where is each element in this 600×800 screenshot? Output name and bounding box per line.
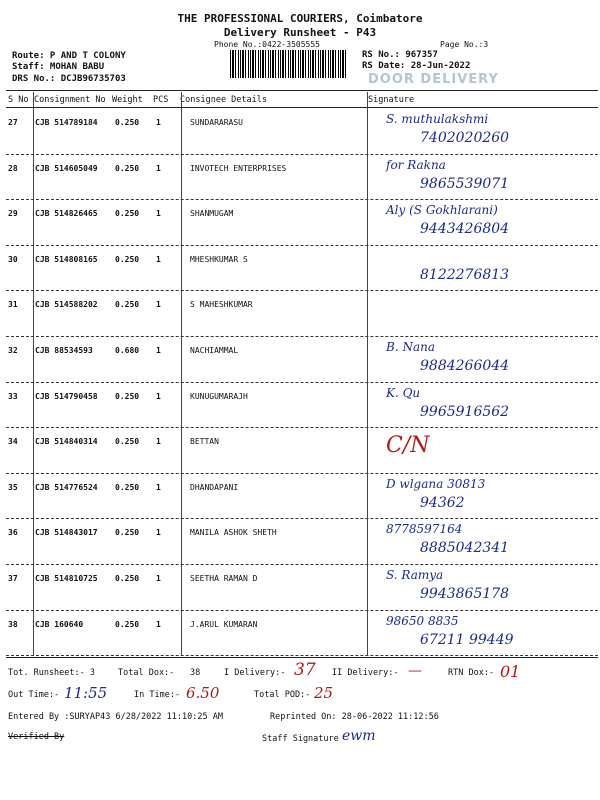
row-signature-text: for Rakna xyxy=(386,157,446,172)
col-sno: S No xyxy=(8,95,29,105)
row-signature-phone: 94362 xyxy=(420,494,465,511)
total-dox-value: 38 xyxy=(190,668,201,678)
staff: Staff: MOHAN BABU xyxy=(12,62,105,72)
row-weight: 0.250 xyxy=(115,163,140,173)
row-pcs: 1 xyxy=(156,391,161,401)
out-time-value: 11:55 xyxy=(64,684,108,702)
row-consignment-no: CJB 514810725 xyxy=(35,574,98,583)
row-divider xyxy=(6,427,598,428)
total-pod-label: Total POD:- xyxy=(254,690,311,700)
row-sno: 31 xyxy=(8,300,18,310)
row-sno: 29 xyxy=(8,209,18,219)
header-rule-bottom xyxy=(6,107,598,108)
rtn-dox-value: 01 xyxy=(500,662,521,681)
row-weight: 0.250 xyxy=(115,118,140,127)
row-weight: 0.250 xyxy=(115,254,140,264)
col-signature: Signature xyxy=(368,95,415,105)
ii-delivery-label: II Delivery:- xyxy=(332,668,399,678)
row-signature-text: C/N xyxy=(386,433,430,459)
row-consignment-no: CJB 514790458 xyxy=(35,391,98,401)
col-consignment: Consignment No xyxy=(34,95,106,105)
row-signature-phone: 9443426804 xyxy=(420,221,510,238)
row-signature-text: S. Ramya xyxy=(386,568,444,582)
tot-runsheet: Tot. Runsheet:- 3 xyxy=(8,668,95,678)
total-pod-value: 25 xyxy=(314,684,334,702)
row-consignee: MHESHKUMAR S xyxy=(190,254,248,264)
row-weight: 0.250 xyxy=(115,574,140,583)
row-consignment-no: CJB 514789184 xyxy=(35,118,98,127)
row-sno: 32 xyxy=(8,346,18,355)
row-pcs: 1 xyxy=(156,209,161,219)
route: Route: P AND T COLONY xyxy=(12,51,126,61)
row-signature-text: 8778597164 xyxy=(386,522,463,537)
row-weight: 0.250 xyxy=(115,619,140,629)
drs-number: DRS No.: DCJB96735703 xyxy=(12,74,126,84)
row-consignment-no: CJB 514588202 xyxy=(35,300,98,310)
row-sno: 28 xyxy=(8,163,18,173)
row-pcs: 1 xyxy=(156,118,161,127)
row-consignment-no: CJB 514776524 xyxy=(35,482,98,492)
row-divider xyxy=(6,518,598,519)
row-signature-phone: 67211 99449 xyxy=(420,631,514,648)
col-pcs: PCS xyxy=(153,95,169,105)
col-weight: Weight xyxy=(112,95,143,105)
row-weight: 0.250 xyxy=(115,209,140,219)
door-delivery-stamp: DOOR DELIVERY xyxy=(368,72,499,87)
table-row xyxy=(0,338,600,384)
in-time-label: In Time:- xyxy=(134,690,181,700)
company-name: THE PROFESSIONAL COURIERS, Coimbatore xyxy=(177,12,423,25)
table-row xyxy=(0,110,600,156)
row-sno: 33 xyxy=(8,391,18,401)
rs-number: RS No.: 967357 xyxy=(362,50,438,60)
row-sno: 37 xyxy=(8,574,18,583)
row-signature-text: S. muthulakshmi xyxy=(386,112,489,126)
row-weight: 0.250 xyxy=(115,482,140,492)
row-signature-text: 98650 8835 xyxy=(386,613,459,628)
sheet-title: Delivery Runsheet - P43 xyxy=(223,26,377,39)
row-sno: 38 xyxy=(8,619,18,629)
row-consignee: KUNUGUMARAJH xyxy=(190,391,248,401)
row-weight: 0.250 xyxy=(115,300,140,310)
entered-by: Entered By :SURYAP43 6/28/2022 11:10:25 AM xyxy=(8,712,223,722)
row-sno: 36 xyxy=(8,528,18,538)
footer-rule xyxy=(6,657,598,658)
row-consignee: S MAHESHKUMAR xyxy=(190,300,253,310)
row-signature-phone: 9965916562 xyxy=(420,403,510,420)
row-weight: 0.250 xyxy=(115,437,140,447)
row-pcs: 1 xyxy=(156,300,161,310)
ii-delivery-value: — xyxy=(408,663,422,679)
row-pcs: 1 xyxy=(156,437,161,447)
row-signature-text: D wlgana 30813 xyxy=(386,476,486,491)
verified-by: Verified By xyxy=(8,732,65,742)
row-weight: 0.250 xyxy=(115,391,140,401)
row-divider xyxy=(6,610,598,611)
row-consignee: SUNDARARASU xyxy=(190,118,243,127)
row-divider xyxy=(6,245,598,246)
row-divider xyxy=(6,199,598,200)
row-consignee: MANILA ASHOK SHETH xyxy=(190,528,277,538)
table-row xyxy=(0,475,600,521)
out-time-label: Out Time:- xyxy=(8,690,60,700)
reprinted-on: Reprinted On: 28-06-2022 11:12:56 xyxy=(270,712,439,722)
i-delivery-label: I Delivery:- xyxy=(224,668,286,678)
row-consignment-no: CJB 88534593 xyxy=(35,346,93,355)
row-consignment-no: CJB 514808165 xyxy=(35,254,98,264)
row-pcs: 1 xyxy=(156,619,161,629)
row-sno: 35 xyxy=(8,482,18,492)
row-divider xyxy=(6,336,598,337)
row-signature-text: B. Nana xyxy=(386,340,435,354)
row-consignment-no: CJB 514843017 xyxy=(35,528,98,538)
table-row xyxy=(0,201,600,247)
row-divider xyxy=(6,473,598,474)
row-signature-text: K. Qu xyxy=(386,385,421,400)
barcode-image xyxy=(230,50,348,78)
total-dox-label: Total Dox:- xyxy=(118,668,175,678)
row-divider xyxy=(6,290,598,291)
row-pcs: 1 xyxy=(156,163,161,173)
row-pcs: 1 xyxy=(156,528,161,538)
row-consignee: DHANDAPANI xyxy=(190,482,239,492)
staff-signature-handwritten: ewm xyxy=(342,728,376,744)
row-pcs: 1 xyxy=(156,574,161,583)
table-row xyxy=(0,384,600,430)
row-weight: 0.680 xyxy=(115,346,140,355)
row-sno: 30 xyxy=(8,254,18,264)
table-row xyxy=(0,156,600,202)
row-consignee: NACHIAMMAL xyxy=(190,346,239,355)
page-number: Page No.:3 xyxy=(440,40,489,49)
row-consignee: J.ARUL KUMARAN xyxy=(190,619,258,629)
row-consignee: SEETHA RAMAN D xyxy=(190,574,258,583)
row-weight: 0.250 xyxy=(115,528,140,538)
row-pcs: 1 xyxy=(156,482,161,492)
rs-date: RS Date: 28-Jun-2022 xyxy=(362,61,471,71)
row-signature-phone: 7402020260 xyxy=(420,130,510,146)
table-row xyxy=(0,247,600,293)
row-signature-phone: 9865539071 xyxy=(420,175,510,192)
col-consignee: Consignee Details xyxy=(180,95,267,105)
row-divider xyxy=(6,564,598,565)
phone-number: Phone No.:0422-3505555 xyxy=(214,40,320,49)
table-row xyxy=(0,292,600,338)
row-signature-phone: 9943865178 xyxy=(420,586,510,602)
row-consignee: BETTAN xyxy=(190,437,219,447)
row-sno: 27 xyxy=(8,118,18,127)
row-consignee: SHANMUGAM xyxy=(190,209,234,219)
row-consignment-no: CJB 514605049 xyxy=(35,163,98,173)
table-row xyxy=(0,429,600,475)
staff-signature-label: Staff Signature xyxy=(262,734,339,744)
row-consignment-no: CJB 514840314 xyxy=(35,437,98,447)
i-delivery-value: 37 xyxy=(294,660,316,680)
table-row xyxy=(0,612,600,658)
table-row xyxy=(0,566,600,612)
row-consignee: INVOTECH ENTERPRISES xyxy=(190,163,287,173)
row-signature-text: Aly (S Gokhlarani) xyxy=(386,203,498,218)
row-sno: 34 xyxy=(8,437,18,447)
in-time-value: 6.50 xyxy=(186,684,220,702)
row-divider xyxy=(6,382,598,383)
row-signature-phone: 8885042341 xyxy=(420,540,510,557)
table-row xyxy=(0,520,600,566)
row-divider xyxy=(6,154,598,155)
row-consignment-no: CJB 160640 xyxy=(35,619,84,629)
rtn-dox-label: RTN Dox:- xyxy=(448,668,495,678)
row-pcs: 1 xyxy=(156,254,161,264)
row-consignment-no: CJB 514826465 xyxy=(35,209,98,219)
row-pcs: 1 xyxy=(156,346,161,355)
row-signature-phone: 8122276813 xyxy=(420,266,510,283)
row-signature-phone: 9884266044 xyxy=(420,358,510,374)
header-rule xyxy=(6,90,598,91)
